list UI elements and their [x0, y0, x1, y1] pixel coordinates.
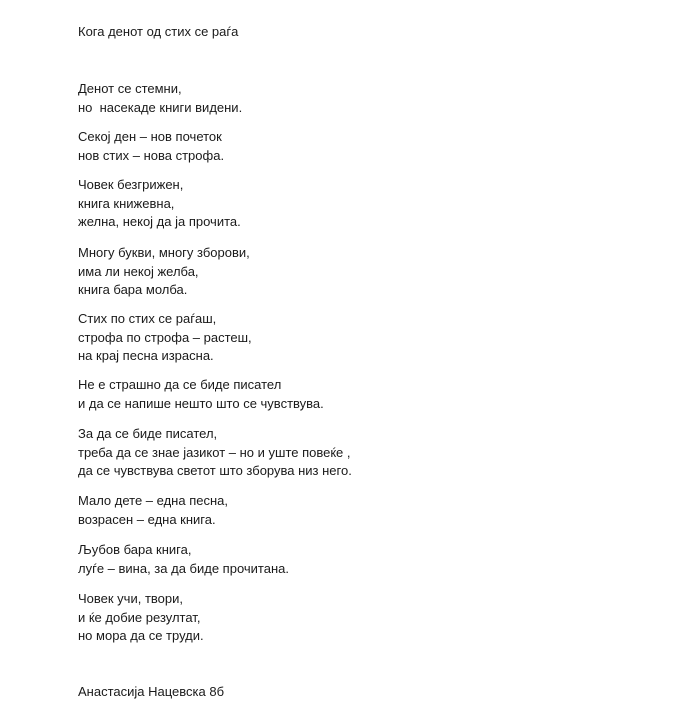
- poem-line: и да се напише нешто што се чувствува.: [78, 395, 324, 411]
- poem-line: Секој ден – нов почеток: [78, 129, 222, 144]
- stanza-7: [78, 425, 352, 481]
- poem-line: нов стих – нова строфа.: [78, 147, 225, 163]
- poem-line: книга книжевна,: [78, 195, 175, 211]
- poem-line: треба да се знае јазикот – но и уште повеќе ,: [78, 444, 351, 460]
- poem-line: возрасен – една книга.: [78, 511, 216, 527]
- poem-title: Кога денот од стих се раѓа: [78, 24, 239, 39]
- stanza-4: [78, 244, 250, 300]
- poem-line: луѓе – вина, за да биде прочитана.: [78, 560, 289, 576]
- poem-line: желна, некој да ја прочита.: [78, 214, 241, 229]
- stanza-6: [78, 376, 324, 413]
- stanza-5: [78, 310, 252, 366]
- stanza-10: [78, 590, 204, 646]
- poem-line: на крај песна израсна.: [78, 348, 214, 363]
- stanza-8: [78, 492, 228, 529]
- stanza-2: [78, 128, 224, 165]
- poem-line: Љубов бара книга,: [78, 542, 192, 557]
- poem-line: Многу букви, многу зборови,: [78, 245, 250, 260]
- poem-line: да се чувствува светот што зборува низ него.: [78, 463, 352, 478]
- poem-line: но мора да се труди.: [78, 628, 204, 643]
- poem-line: строфа по строфа – растеш,: [78, 329, 252, 345]
- poem-line: книга бара молба.: [78, 282, 188, 297]
- poem-line: Мало дете – една песна,: [78, 493, 228, 508]
- poem-line: има ли некој желба,: [78, 263, 199, 279]
- author-signature: Анастасија Нацевска 8б: [78, 684, 225, 699]
- poem-line: Не е страшно да се биде писател: [78, 377, 282, 392]
- poem-line: но насекаде книги видени.: [78, 99, 243, 115]
- poem-line: Денот се стемни,: [78, 81, 182, 96]
- poem-line: Човек безгрижен,: [78, 177, 184, 192]
- stanza-1: [78, 80, 242, 117]
- stanza-3: [78, 176, 241, 232]
- poem-line: Стих по стих се раѓаш,: [78, 311, 217, 326]
- stanza-9: [78, 541, 289, 578]
- poem-line: и ќе добие резултат,: [78, 609, 201, 625]
- poem-line: Човек учи, твори,: [78, 591, 183, 606]
- poem-line: За да се биде писател,: [78, 426, 218, 441]
